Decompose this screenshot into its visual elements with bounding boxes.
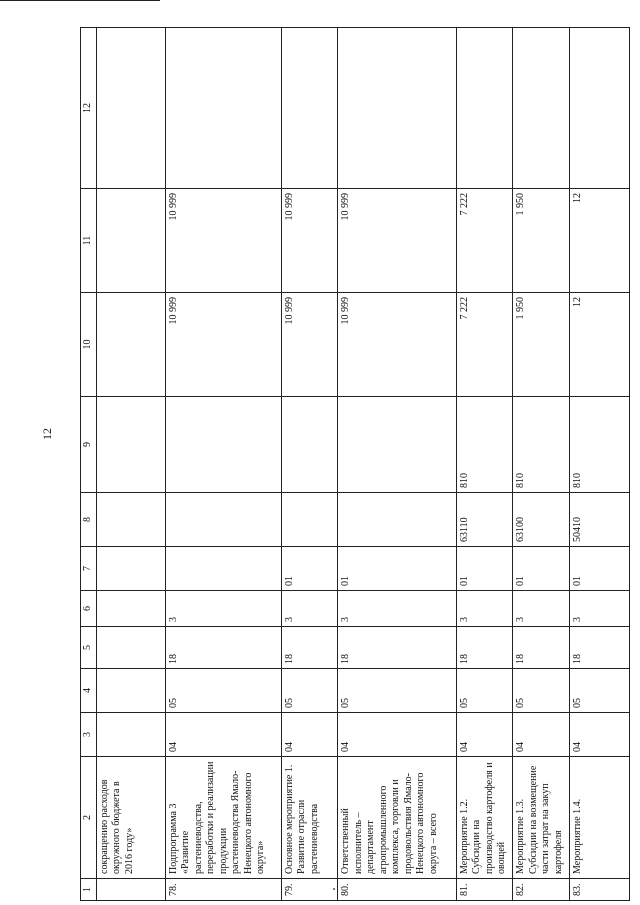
cell-rz: 05 bbox=[456, 669, 512, 713]
cell-rz: 05 bbox=[165, 669, 281, 713]
cell-om: 01 bbox=[513, 547, 569, 591]
header-row bbox=[81, 28, 97, 901]
header-cell-2: 2 bbox=[81, 757, 97, 879]
row-name: Подпрограмма 3 «Развитие растениеводства, переработки и реализации продукции растениеводства Ямало-Ненецкого автономного округа» bbox=[165, 757, 281, 879]
cell-gp: 04 bbox=[456, 713, 512, 757]
cell-dir bbox=[96, 493, 165, 547]
cell-dir bbox=[281, 493, 337, 547]
header-cell-11: 11 bbox=[81, 189, 97, 293]
cell-dir: 63100 bbox=[513, 493, 569, 547]
table-row bbox=[513, 28, 569, 901]
budget-table-sheet bbox=[80, 28, 630, 901]
header-cell-3: 3 bbox=[81, 713, 97, 757]
cell-sub: 3 bbox=[513, 591, 569, 627]
cell-pr: 18 bbox=[338, 627, 457, 669]
cell-om: 01 bbox=[338, 547, 457, 591]
table-row bbox=[338, 28, 457, 901]
cell-12 bbox=[165, 28, 281, 189]
cell-om: 01 bbox=[281, 547, 337, 591]
cell-dir: 50410 bbox=[569, 493, 629, 547]
cell-12 bbox=[96, 28, 165, 189]
cell-vr bbox=[165, 397, 281, 493]
row-number bbox=[96, 879, 165, 901]
cell-pr: 18 bbox=[569, 627, 629, 669]
cell-amount-11: 10 999 bbox=[338, 189, 457, 293]
cell-dir: 63110 bbox=[456, 493, 512, 547]
cell-pr: 18 bbox=[456, 627, 512, 669]
cell-amount-11: 10 999 bbox=[281, 189, 337, 293]
cell-gp: 04 bbox=[165, 713, 281, 757]
cell-12 bbox=[569, 28, 629, 189]
cell-om: 01 bbox=[456, 547, 512, 591]
cell-gp bbox=[96, 713, 165, 757]
cell-vr: 810 bbox=[569, 397, 629, 493]
cell-amount-10: 10 999 bbox=[165, 293, 281, 397]
cell-sub: 3 bbox=[281, 591, 337, 627]
cell-amount-10: 7 222 bbox=[456, 293, 512, 397]
cell-amount-11: 1 950 bbox=[513, 189, 569, 293]
cell-12 bbox=[513, 28, 569, 189]
cell-amount-10: 10 999 bbox=[281, 293, 337, 397]
cell-dir bbox=[338, 493, 457, 547]
row-name: Мероприятие 1.2. Субсидии на производство картофеля и овощей bbox=[456, 757, 512, 879]
row-number: 80. bbox=[338, 879, 457, 901]
cell-amount-11 bbox=[96, 189, 165, 293]
cell-sub: 3 bbox=[569, 591, 629, 627]
budget-table bbox=[80, 27, 630, 901]
cell-vr: 810 bbox=[513, 397, 569, 493]
page-number: 12 bbox=[40, 428, 54, 440]
top-rule bbox=[0, 0, 160, 1]
header-cell-12: 12 bbox=[81, 28, 97, 189]
row-number: 82. bbox=[513, 879, 569, 901]
header-cell-10: 10 bbox=[81, 293, 97, 397]
table-row bbox=[569, 28, 629, 901]
header-cell-5: 5 bbox=[81, 627, 97, 669]
cell-vr: 810 bbox=[456, 397, 512, 493]
cell-12 bbox=[456, 28, 512, 189]
table-row bbox=[96, 28, 165, 901]
row-number: 83. bbox=[569, 879, 629, 901]
row-name: Основное мероприятие 1. Развитие отрасли растениеводства bbox=[281, 757, 337, 879]
row-name: Ответственный исполнитель – департамент агропромышленного комплекса, торговли и продовольствия Ямало-Ненецкого автономного округа – всего bbox=[338, 757, 457, 879]
cell-vr bbox=[338, 397, 457, 493]
header-cell-7: 7 bbox=[81, 547, 97, 591]
cell-12 bbox=[338, 28, 457, 189]
cell-pr: 18 bbox=[281, 627, 337, 669]
cell-amount-11: 12 bbox=[569, 189, 629, 293]
cell-vr bbox=[96, 397, 165, 493]
cell-sub: 3 bbox=[456, 591, 512, 627]
cell-amount-10: 10 999 bbox=[338, 293, 457, 397]
cell-om bbox=[96, 547, 165, 591]
cell-sub: 3 bbox=[165, 591, 281, 627]
cell-gp: 04 bbox=[569, 713, 629, 757]
cell-sub bbox=[96, 591, 165, 627]
header-cell-8: 8 bbox=[81, 493, 97, 547]
cell-pr: 18 bbox=[513, 627, 569, 669]
table-row bbox=[456, 28, 512, 901]
table-row bbox=[165, 28, 281, 901]
cell-vr bbox=[281, 397, 337, 493]
cell-rz: 05 bbox=[513, 669, 569, 713]
cell-rz: 05 bbox=[338, 669, 457, 713]
cell-gp: 04 bbox=[513, 713, 569, 757]
header-cell-9: 9 bbox=[81, 397, 97, 493]
header-cell-6: 6 bbox=[81, 591, 97, 627]
cell-rz bbox=[96, 669, 165, 713]
cell-gp: 04 bbox=[338, 713, 457, 757]
cell-pr: 18 bbox=[165, 627, 281, 669]
cell-12 bbox=[281, 28, 337, 189]
cell-rz: 05 bbox=[569, 669, 629, 713]
row-name: Мероприятие 1.4. bbox=[569, 757, 629, 879]
row-number: 81. bbox=[456, 879, 512, 901]
cell-pr bbox=[96, 627, 165, 669]
cell-om: 01 bbox=[569, 547, 629, 591]
cell-amount-11: 10 999 bbox=[165, 189, 281, 293]
table-row bbox=[281, 28, 337, 901]
cell-gp: 04 bbox=[281, 713, 337, 757]
cell-rz: 05 bbox=[281, 669, 337, 713]
header-cell-4: 4 bbox=[81, 669, 97, 713]
row-number: 78. bbox=[165, 879, 281, 901]
cell-om bbox=[165, 547, 281, 591]
cell-amount-10: 1 950 bbox=[513, 293, 569, 397]
cell-sub: 3 bbox=[338, 591, 457, 627]
row-number: 79. bbox=[281, 879, 337, 901]
cell-amount-10 bbox=[96, 293, 165, 397]
row-name: сокращению расходов окружного бюджета в 2016 году» bbox=[96, 757, 165, 879]
cell-dir bbox=[165, 493, 281, 547]
cell-amount-11: 7 222 bbox=[456, 189, 512, 293]
header-cell-1: 1 bbox=[81, 879, 97, 901]
row-name: Мероприятие 1.3. Субсидии на возмещение части затрат на закуп картофеля bbox=[513, 757, 569, 879]
cell-amount-10: 12 bbox=[569, 293, 629, 397]
